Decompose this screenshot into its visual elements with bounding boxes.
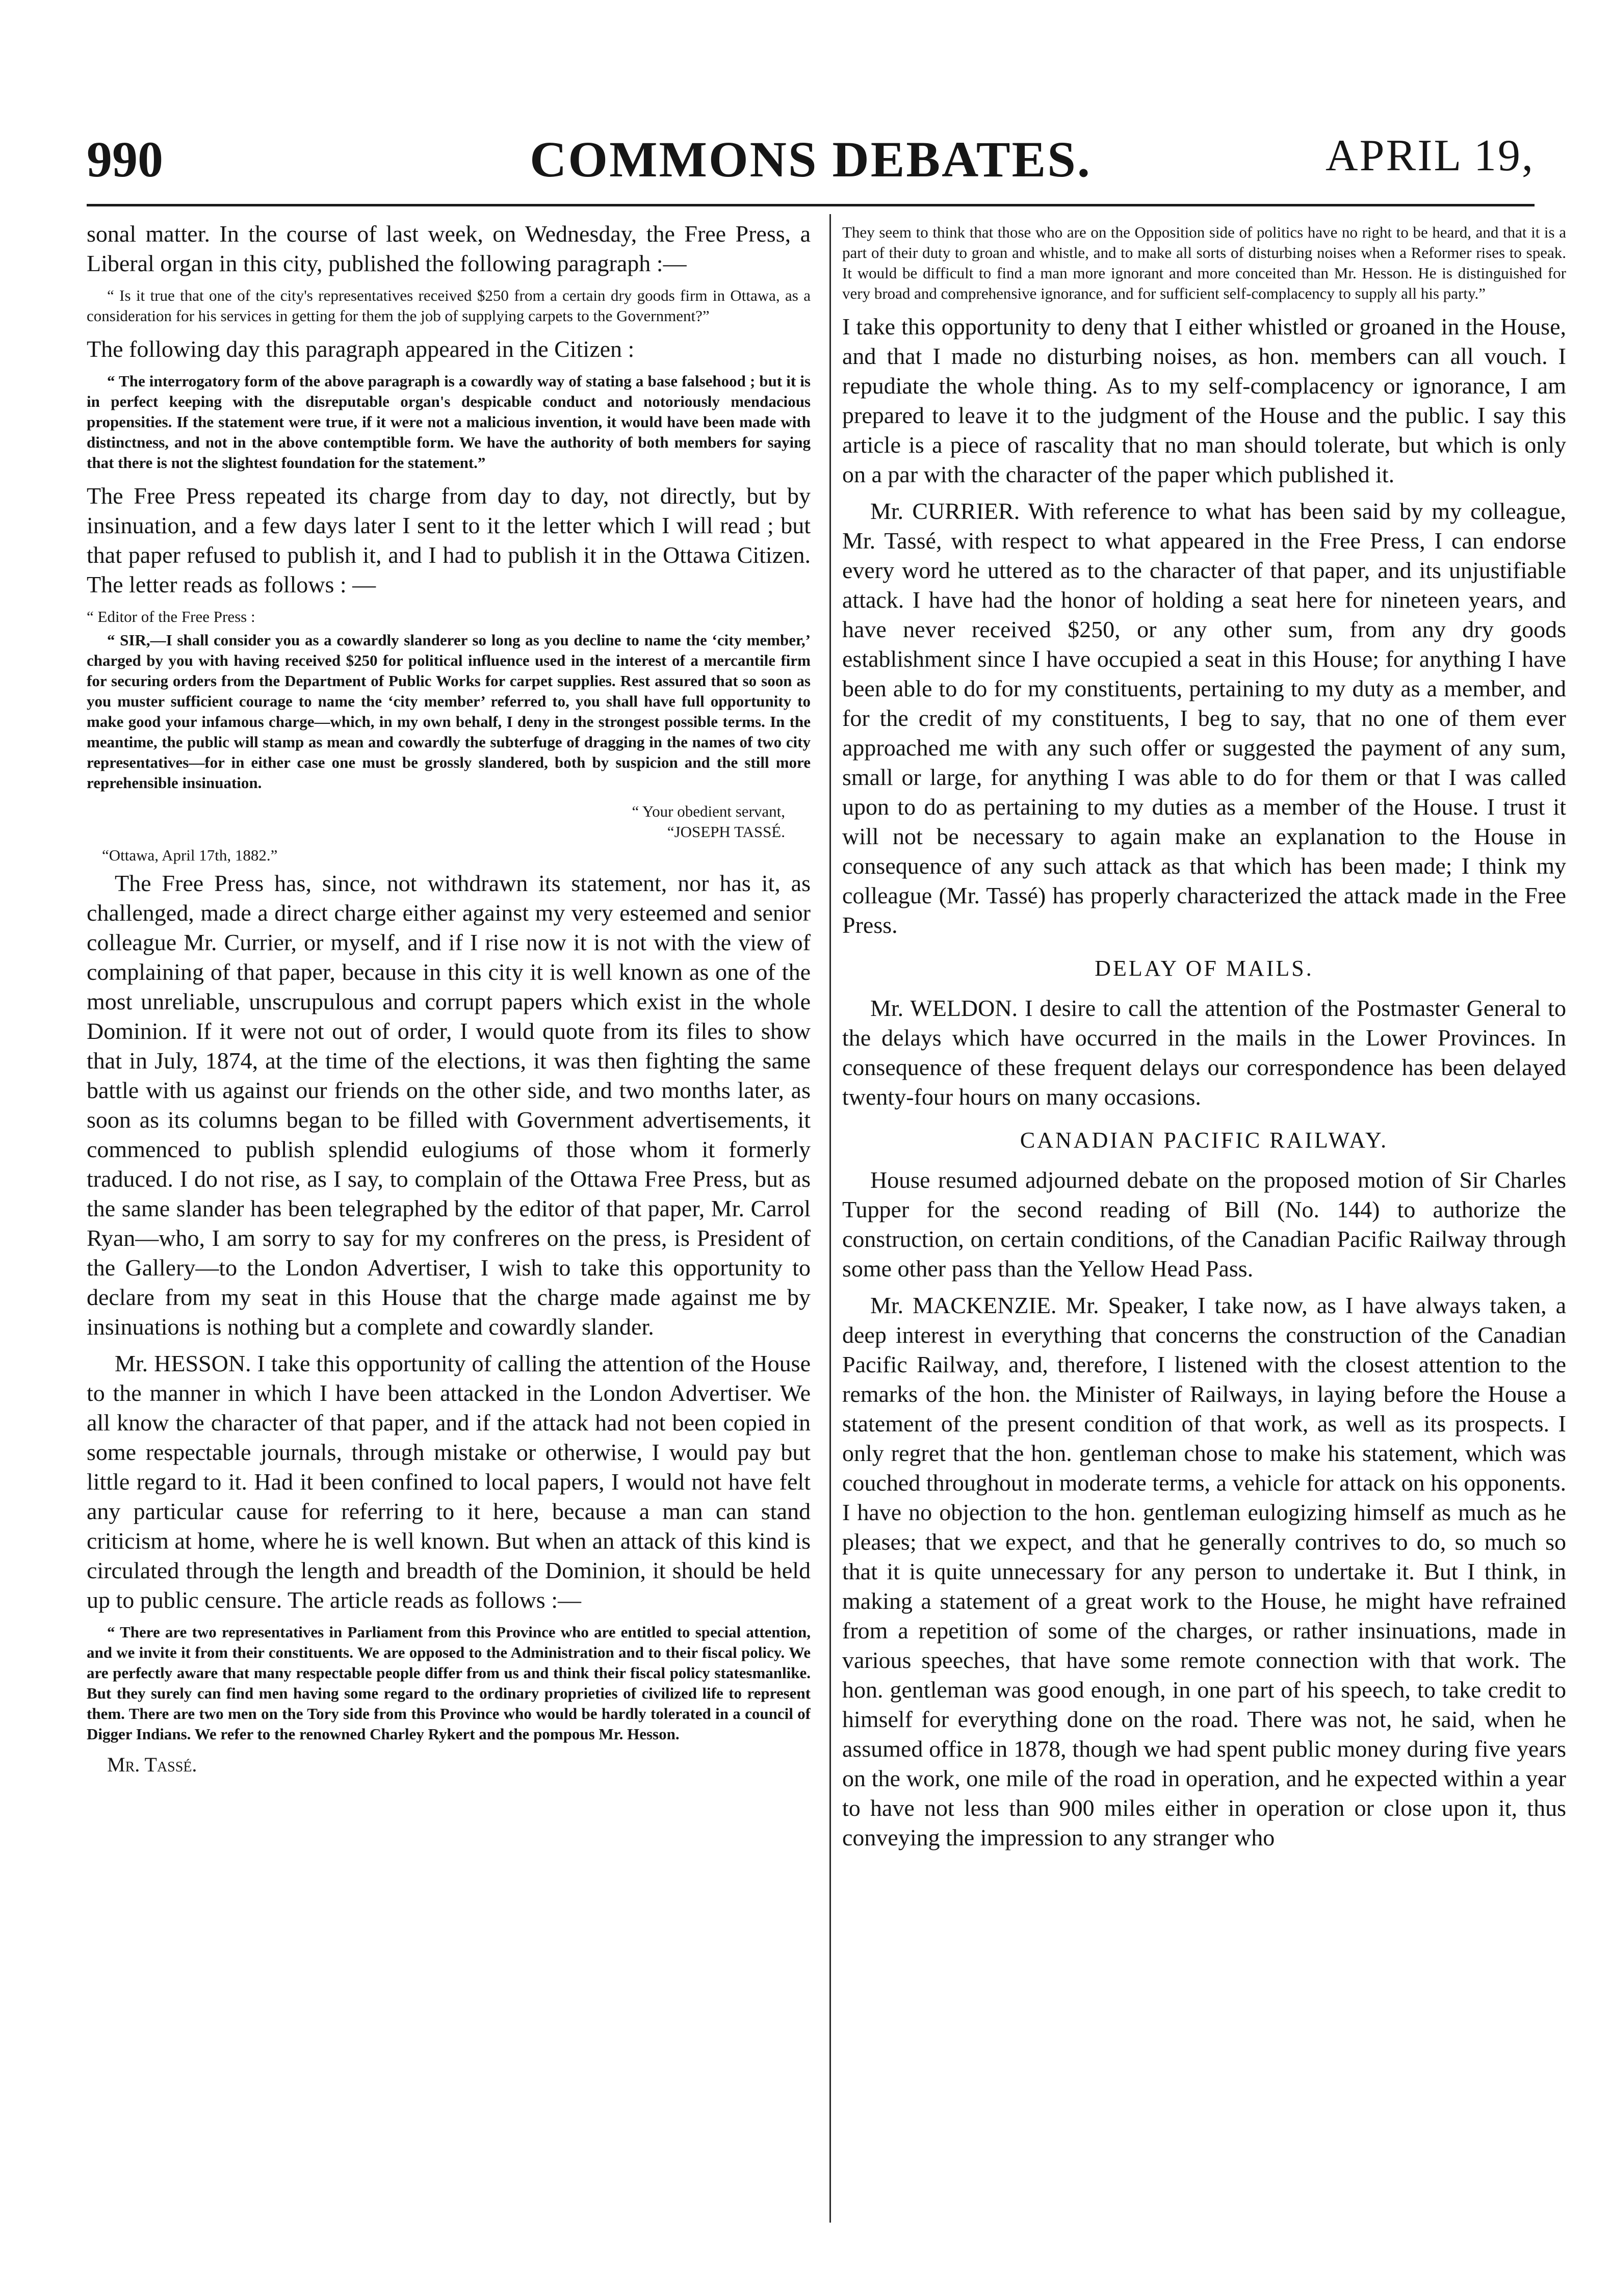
paragraph: House resumed adjourned debate on the proposed motion of Sir Charles Tupper for the second reading of Bill (No. 144) to authorize the construction, on certain conditions, of the Canadian Pacific Railway through some other pass than the Yellow Head Pass. [842, 1167, 1566, 1282]
speaker-paragraph: Mr. HESSON. I take this opportunity of calling the attention of the House to the manner in which I have been attacked in the London Advertiser. We all know the character of that paper, and if the attack had not been copied in some respectable journals, through mistake or otherwise, I would pay but little regard to it. Had it been confined to local papers, I would not have felt any particular cause for referring to it here, because a man can stand criticism at home, where he is well known. But when an attack of this kind is circulated through the length and breadth of the Dominion, it should be held up to public censure. The article reads as follows :— [87, 1350, 811, 1613]
quoted-paragraph: “ There are two representatives in Parliament from this Province who are entitled to special attention, and we invite it from their constituents. We are opposed to the Administration and to their fiscal policy. We are perfectly aware that many respectable people differ from us and think their fiscal policy statesmanlike. But they surely can find men having some regard to the ordinary proprieties of civilized life to represent them. There are two men on the Tory side from this Province who would be hardly tolerated in a council of Digger Indians. We refer to the renowned Charley Rykert and the pompous Mr. Hesson. [87, 1623, 811, 1743]
page-date: APRIL 19, [1326, 131, 1535, 180]
paragraph: The following day this paragraph appeared in the Citizen : [87, 336, 635, 362]
left-column [87, 219, 811, 2217]
section-heading: CANADIAN PACIFIC RAILWAY. [1020, 1128, 1389, 1153]
footer-speaker-name: Mr. Tassé. [107, 1753, 197, 1776]
letter-date: “Ottawa, April 17th, 1882.” [102, 846, 278, 864]
paragraph: sonal matter. In the course of last week, on Wednesday, the Free Press, a Liberal organ in this city, published the following paragraph :— [87, 221, 811, 276]
column-divider [829, 214, 831, 2223]
speaker-paragraph: Mr. CURRIER. With reference to what has been said by my colleague, Mr. Tassé, with respect to what appeared in the Free Press, I can endorse every word he uttered as to the character of that paper, and its unjustifiable attack. I have had the honor of holding a seat here for nineteen years, and have never received $250, or any other sum, from any dry goods establishment since I have occupied a seat in this House; for anything I have been able to do for my constituents, pertaining to my duty as a member, and for the credit of my constituents, I beg to say, that no one of them ever approached me with any such offer or suggested the payment of any sum, small or large, for anything I was able to do for them or that I was called upon to do as pertaining to my duties as a member of the House. I trust it will not be necessary to again make an explanation to the House in consequence of any such attack as that which has been made; I think my colleague (Mr. Tassé) has properly characterized the attack made in the Free Press. [842, 498, 1566, 938]
page-title: COMMONS DEBATES. [530, 131, 1092, 188]
letter-closing: “ Your obedient servant, [632, 802, 785, 820]
speaker-paragraph: Mr. WELDON. I desire to call the attention of the Postmaster General to the delays which have occurred in the mails in the Lower Provinces. In consequence of these frequent delays our correspondence has been delayed twenty-four hours on many occasions. [842, 995, 1566, 1110]
quoted-paragraph: “ Is it true that one of the city's representatives received $250 from a certain dry goods firm in Ottawa, as a consideration for his services in getting for them the job of supplying carpets to the Government?” [87, 286, 811, 325]
letter-salutation: “ Editor of the Free Press : [87, 608, 255, 625]
section-heading: DELAY OF MAILS. [1095, 956, 1314, 981]
page-header [87, 130, 1535, 201]
paragraph: The Free Press has, since, not withdrawn its statement, nor has it, as challenged, made a direct charge either against my very esteemed and senior colleague Mr. Currier, or myself, and if I rise now it is not with the view of complaining of that paper, because in this city it is well known as one of the most unreliable, unscrupulous and corrupt papers which exist in the whole Dominion. If it were not out of order, I would quote from its files to show that in July, 1874, at the time of the elections, it was then fighting the same battle with us against our friends on the other side, and two months later, as soon as its columns began to be filled with Government advertisements, it commenced to publish splendid eulogiums of those whom it formerly traduced. I do not rise, as I say, to complain of the Ottawa Free Press, but as the same slander has been telegraphed by the editor of that paper, Mr. Carrol Ryan—who, I am sorry to say for my confreres on the press, is President of the Gallery—to the London Advertiser, I wish to take this opportunity to declare from my seat in this House that the charge made against me by insinuations is nothing but a complete and cowardly slander. [87, 870, 811, 1340]
quoted-letter: “ SIR,—I shall consider you as a cowardly slanderer so long as you decline to name the ‘city member,’ charged by you with having received $250 for political influence used in the interest of a mercantile firm for securing orders from the Department of Public Works for carpet supplies. Rest assured that so soon as you muster sufficient courage to name the ‘city member’ referred to, you shall have full opportunity to make good your infamous charge—which, in my own behalf, I deny in the strongest possible terms. In the meantime, the public will stamp as mean and cowardly the subterfuge of dragging in the names of two city representatives—for in either case one must be grossly slandered, both by suspicion and the still more reprehensible insinuation. [87, 631, 811, 792]
header-rule [87, 204, 1535, 206]
speaker-paragraph: Mr. MACKENZIE. Mr. Speaker, I take now, as I have always taken, a deep interest in everything that concerns the construction of the Canadian Pacific Railway, and, therefore, I listened with the closest attention to the remarks of the hon. the Minister of Railways, in laying before the House a statement of the present condition of that work, as well as its prospects. I only regret that the hon. gentleman chose to make his statement, which was couched throughout in moderate terms, a vehicle for attack on his opponents. I have no objection to the hon. gentleman eulogizing himself as much as he pleases; that we expect, and that he generally contrives to do, so much so that it is quite unnecessary for any person to undertake it. But I think, in making a statement of a great work to the House, he might have refrained from a repetition of some of the charges, or rather insinuations, made in various speeches, that have some remote connection with that work. The hon. gentleman was good enough, in one part of his speech, to take credit to himself for everything done on the road. There was not, he said, when he assumed office in 1878, though we had spent public money during five years on the work, one mile of the road in operation, and he expected within a year to have not less than 900 miles either in operation or close upon it, thus conveying the impression to any stranger who [842, 1292, 1566, 1850]
right-column [842, 219, 1566, 2217]
paragraph: I take this opportunity to deny that I either whistled or groaned in the House, and that I made no disturbing noises, as hon. members can all vouch. I repudiate the whole thing. As to my self-complacency or ignorance, I am prepared to leave it to the judgment of the House and the public. I say this article is a piece of rascality that no man should tolerate, but which is only on a par with the character of the paper which published it. [842, 314, 1566, 487]
quoted-paragraph: They seem to think that those who are on the Opposition side of politics have no right to be heard, and that it is a part of their duty to groan and whistle, and to make all sorts of disturbing noises when a Reformer rises to speak. It would be difficult to find a man more ignorant and more conceited than Mr. Hesson. He is distinguished for very broad and comprehensive ignorance, and for sufficient self-complacency to supply all his party.” [842, 223, 1566, 302]
page-number: 990 [87, 131, 163, 188]
quoted-paragraph: “ The interrogatory form of the above paragraph is a cowardly way of stating a base falsehood ; but it is in perfect keeping with the disreputable organ's despicable conduct and notoriously mendacious propensities. If the statement were true, if it were not a malicious invention, it would have been made with distinctness, and not in the above contemptible form. We have the authority of both members for saying that there is not the slightest foundation for the statement.” [87, 372, 811, 472]
letter-signature: “JOSEPH TASSÉ. [667, 823, 785, 841]
paragraph: The Free Press repeated its charge from day to day, not directly, but by insinuation, and a few days later I sent to it the letter which I will read ; but that paper refused to publish it, and I had to publish it in the Ottawa Citizen. The letter reads as follows : — [87, 483, 811, 597]
